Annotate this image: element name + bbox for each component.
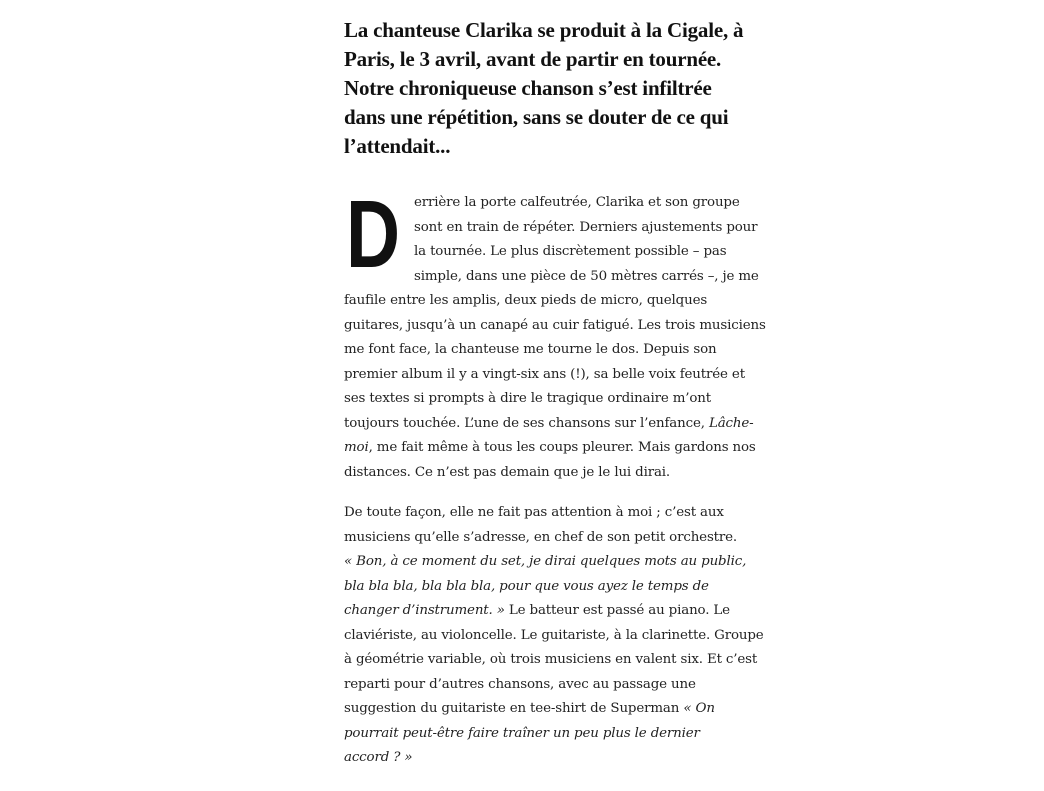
text-line: sont en train de répéter. Derniers ajustements pour [414,219,758,235]
lede-line: l’attendait... [344,134,451,158]
quote-text: bla bla bla, bla bla bla, pour que vous ayez le temps de [344,578,709,594]
text-line: claviériste, au violoncelle. Le guitariste, à la clarinette. Groupe [344,627,764,643]
text-line [344,550,780,575]
text-line [344,746,780,771]
quote-text: accord ? » [344,750,413,765]
text-line [344,722,780,747]
article-lede [344,16,780,161]
paragraph-2 [344,501,780,771]
text-line: reparti pour d’autres chansons, avec au passage une [344,676,696,692]
drop-cap: D [346,181,400,288]
text-line: De toute façon, elle ne fait pas attention à moi ; c’est aux [344,505,724,520]
text-line: distances. Ce n’est pas demain que je le lui dirai. [344,464,671,480]
text-line [344,697,780,722]
quote-text: pourrait peut-être faire traîner un peu plus le dernier [344,725,700,741]
text-line: me font face, la chanteuse me tourne le dos. Depuis son [344,342,717,357]
text-segment: suggestion du guitariste en tee-shirt de Superman [344,701,684,716]
text-line: faufile entre les amplis, deux pieds de micro, quelques [344,293,708,308]
text-line: à géométrie variable, où trois musiciens en valent six. Et c’est [344,652,758,667]
text-line [344,412,780,437]
lede-line: Notre chroniqueuse chanson s’est infiltrée [344,76,712,100]
song-title: Lâche- [708,415,754,431]
text-segment: Le batteur est passé au piano. Le [504,603,730,618]
quote-text: « On [683,701,715,716]
text-line: musiciens qu’elle s’adresse, en chef de son petit orchestre. [344,529,738,545]
text-line [344,575,780,600]
paragraph-1 [344,181,780,485]
text-line: simple, dans une pièce de 50 mètres carrés –, je me [414,268,759,284]
lede-line: dans une répétition, sans se douter de ce qui [344,105,729,129]
text-line [344,436,780,461]
text-segment: , me fait même à tous les coups pleurer. Mais gardons nos [368,440,756,455]
quote-text: changer d’instrument. » [344,603,505,618]
text-line [344,599,780,624]
text-line: premier album il y a vingt-six ans (!), sa belle voix feutrée et [344,366,745,382]
song-title: moi [344,440,369,455]
quote-text: « Bon, à ce moment du set, je dirai quelques mots au public, [344,554,747,569]
text-line: la tournée. Le plus discrètement possible – pas [414,244,727,259]
text-line: errière la porte calfeutrée, Clarika et son groupe [414,195,740,210]
lede-line: Paris, le 3 avril, avant de partir en tournée. [344,47,722,71]
text-line: guitares, jusqu’à un canapé au cuir fatigué. Les trois musiciens [344,317,766,333]
lede-line: La chanteuse Clarika se produit à la Cigale, à [344,18,744,42]
article [344,16,780,771]
text-segment: toujours touchée. L’une de ses chansons sur l’enfance, [344,415,709,431]
text-line: ses textes si prompts à dire le tragique ordinaire m’ont [344,391,711,406]
